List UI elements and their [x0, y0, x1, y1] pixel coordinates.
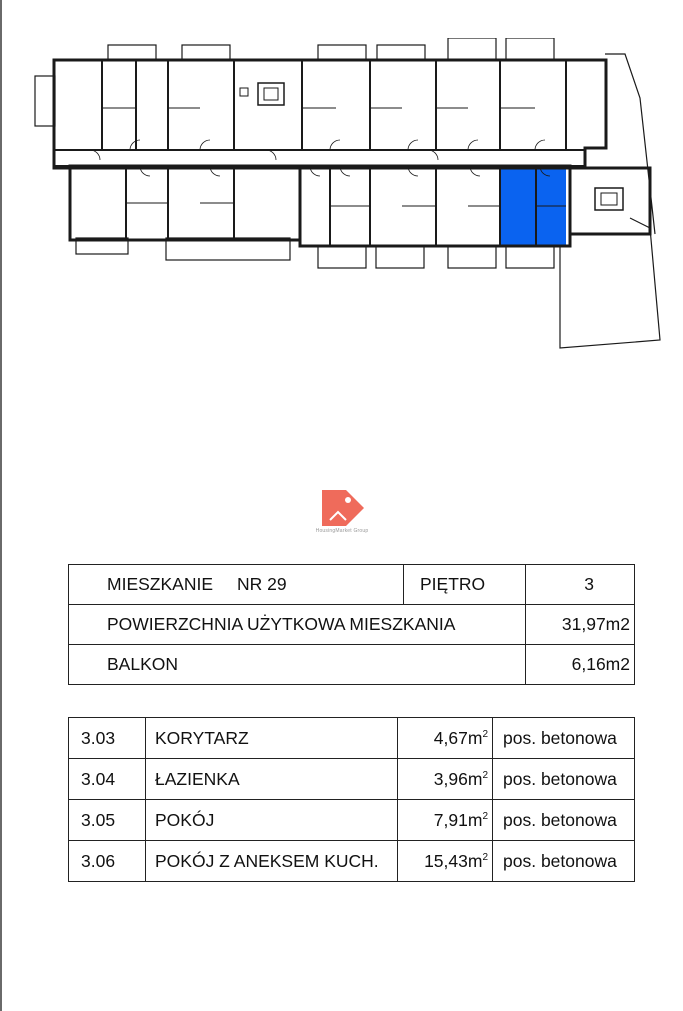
- apartment-number-cell: [69, 565, 404, 605]
- balcony-top-3: [318, 45, 366, 60]
- right-terrace: [560, 218, 660, 348]
- summary-row-apartment: [69, 565, 635, 605]
- balcony-bottom-4: [376, 246, 424, 268]
- room-area-sup: 2: [482, 728, 488, 740]
- balcony-value: 6,16m2: [526, 645, 635, 685]
- floor-plan: [30, 38, 670, 358]
- balcony-bottom-6: [506, 246, 554, 268]
- summary-row-balcony: [69, 645, 635, 685]
- apartment-label: MIESZKANIE: [107, 574, 213, 594]
- room-area: [398, 759, 493, 800]
- floor-value: 3: [526, 565, 635, 605]
- staircase-1: [258, 83, 284, 105]
- floor-label: PIĘTRO: [404, 565, 526, 605]
- room-area: [398, 718, 493, 759]
- south-west-wing: [70, 166, 300, 240]
- balcony-top-2: [182, 45, 230, 60]
- usable-area-label: POWIERZCHNIA UŻYTKOWA MIESZKANIA: [69, 605, 526, 645]
- rooms-table: [68, 717, 635, 882]
- room-area-value: 15,43m: [424, 850, 483, 871]
- usable-area-value: 31,97m2: [526, 605, 635, 645]
- table-row: [69, 800, 635, 841]
- logo-text: HousingMarket Group: [315, 528, 369, 534]
- apartment-number: NR 29: [237, 574, 287, 594]
- room-code: 3.03: [69, 718, 146, 759]
- room-code: 3.05: [69, 800, 146, 841]
- balcony-label: BALKON: [69, 645, 526, 685]
- room-name: POKÓJ Z ANEKSEM KUCH.: [146, 841, 398, 882]
- room-code: 3.06: [69, 841, 146, 882]
- staircase-2: [595, 188, 623, 210]
- balcony-top-6: [506, 38, 554, 60]
- apartment-summary-table: [68, 564, 635, 685]
- room-area-value: 4,67m: [433, 727, 483, 748]
- room-area-sup: 2: [482, 851, 488, 863]
- room-area: [398, 841, 493, 882]
- room-floor: pos. betonowa: [493, 759, 635, 800]
- room-floor: pos. betonowa: [493, 841, 635, 882]
- room-area-sup: 2: [482, 769, 488, 781]
- balcony-bottom-5: [448, 246, 496, 268]
- room-area: [398, 800, 493, 841]
- page-left-border: [0, 0, 2, 1011]
- balcony-bottom-3: [318, 246, 366, 268]
- table-row: [69, 841, 635, 882]
- table-row: [69, 759, 635, 800]
- room-name: KORYTARZ: [146, 718, 398, 759]
- table-row: [69, 718, 635, 759]
- room-floor: pos. betonowa: [493, 718, 635, 759]
- room-area-value: 3,96m: [433, 768, 483, 789]
- balcony-top-4: [377, 45, 425, 60]
- room-area-value: 7,91m: [433, 809, 483, 830]
- balcony-top-1: [108, 45, 156, 60]
- summary-row-usable-area: [69, 605, 635, 645]
- room-code: 3.04: [69, 759, 146, 800]
- room-area-sup: 2: [482, 810, 488, 822]
- balcony-top-5: [448, 38, 496, 60]
- highlighted-apartment-29: [500, 168, 566, 246]
- room-name: ŁAZIENKA: [146, 759, 398, 800]
- room-name: POKÓJ: [146, 800, 398, 841]
- left-bay: [35, 76, 55, 126]
- room-floor: pos. betonowa: [493, 800, 635, 841]
